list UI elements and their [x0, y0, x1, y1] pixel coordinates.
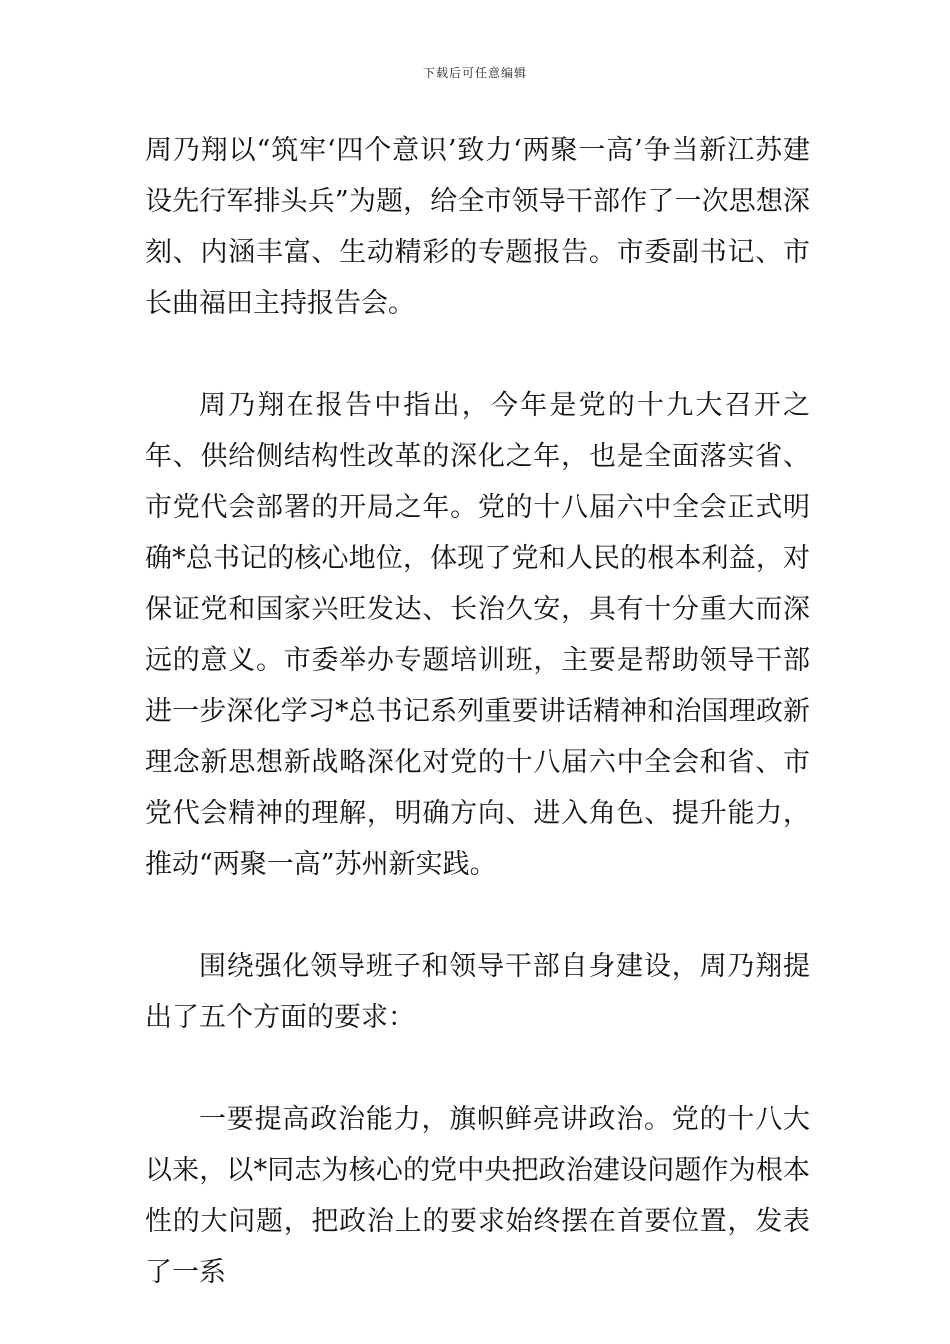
paragraph-gap — [145, 890, 810, 941]
paragraph-2: 周乃翔在报告中指出，今年是党的十九大召开之年、供给侧结构性改革的深化之年，也是全面落实省、市党代会部署的开局之年。党的十八届六中全会正式明确*总书记的核心地位，体现了党和人民的根本利益，对保证党和国家兴旺发达、长治久安，具有十分重大而深远的意义。市委举办专题培训班，主要是帮助领导干部进一步深化学习*总书记系列重要讲话精神和治国理政新理念新思想新战略深化对党的十八届六中全会和省、市党代会精神的理解，明确方向、进入角色、提升能力，推动“两聚一高”苏州新实践。 — [145, 390, 810, 880]
paragraph-4: 一要提高政治能力，旗帜鲜亮讲政治。党的十八大以来，以*同志为核心的党中央把政治建设问题作为根本性的大问题，把政治上的要求始终摆在首要位置，发表了一系 — [145, 1104, 810, 1288]
paragraph-1: 周乃翔以“筑牢‘四个意识’致力‘两聚一高’争当新江苏建设先行军排头兵”为题，给全市领导干部作了一次思想深刻、内涵丰富、生动精彩的专题报告。市委副书记、市长曲福田主持报告会。 — [145, 135, 810, 319]
document-body — [145, 125, 810, 1298]
page-header: 下载后可任意编辑 — [422, 66, 527, 80]
paragraph-3: 围绕强化领导班子和领导干部自身建设，周乃翔提出了五个方面的要求： — [145, 951, 810, 1033]
paragraph-gap — [145, 329, 810, 380]
paragraph-gap — [145, 1043, 810, 1094]
